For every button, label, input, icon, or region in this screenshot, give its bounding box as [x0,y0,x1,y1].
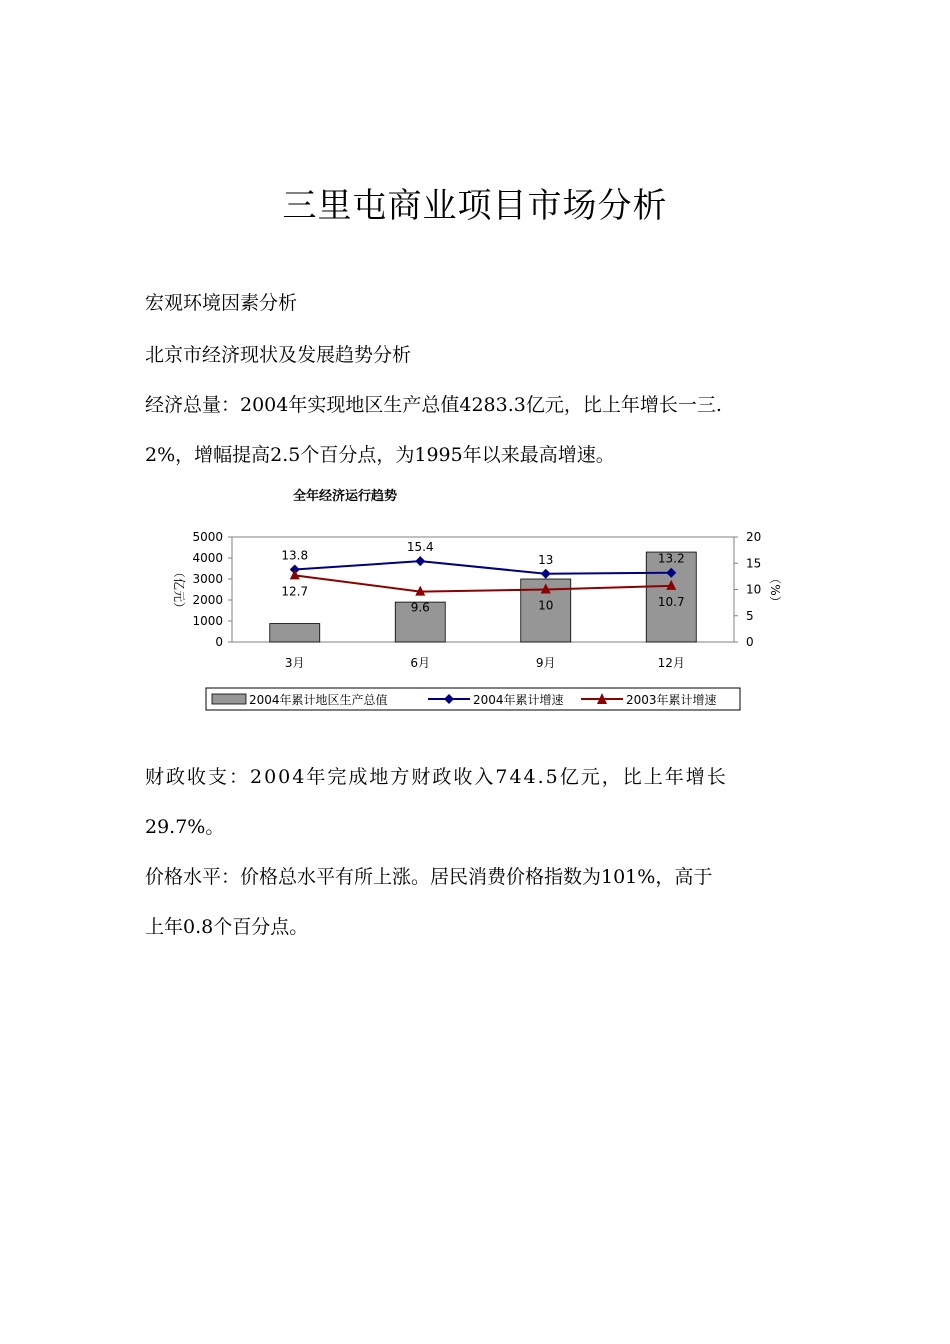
y2-axis-title: （%） [768,572,782,608]
y2-tick-label: 15 [746,556,762,571]
paragraph-fiscal-line2: 29.7%。 [145,816,225,838]
x-tick-label: 3月 [284,656,305,670]
gdp-bar [270,624,320,642]
y2-tick-label: 0 [746,635,754,649]
document-title: 三里屯商业项目市场分析 [282,186,668,226]
y2-tick-label: 5 [746,608,754,623]
y-tick-label: 4000 [192,551,223,565]
paragraph-macro-env: 宏观环境因素分析 [145,292,298,314]
legend-swatch-gdp [212,694,246,704]
growth-2003-data-label: 10 [538,598,554,613]
paragraph-price-line2: 上年0.8个百分点。 [145,916,309,938]
legend-label-2004: 2004年累计增速 [473,693,564,707]
x-tick-label: 12月 [657,656,685,670]
y-tick-label: 3000 [192,572,223,586]
growth-2003-data-label: 10.7 [657,594,685,609]
growth-2004-point [541,569,551,579]
growth-2004-data-label: 13 [538,552,554,567]
paragraph-price-line1: 价格水平：价格总水平有所上涨。居民消费价格指数为101%，高于 [145,866,713,888]
paragraph-economy-total-line1: 经济总量：2004年实现地区生产总值4283.3亿元，比上年增长一三. [145,394,722,416]
growth-2004-point [415,556,425,566]
growth-2004-data-label: 15.4 [406,540,434,555]
chart-legend [206,688,740,710]
y-tick-label: 2000 [192,593,223,607]
growth-2004-line [295,561,672,574]
economy-trend-chart [150,480,790,720]
growth-2003-data-label: 9.6 [410,600,430,615]
paragraph-economy-total-line2: 2%，增幅提高2.5个百分点，为1995年以来最高增速。 [145,444,615,466]
growth-2003-data-label: 12.7 [281,584,309,599]
growth-2004-data-label: 13.8 [281,548,309,563]
growth-2004-data-label: 13.2 [657,551,685,566]
legend-label-2003: 2003年累计增速 [626,693,717,707]
growth-2003-line [295,575,672,591]
y-tick-label: 1000 [192,614,223,628]
y-tick-label: 5000 [192,530,223,544]
x-tick-label: 6月 [410,656,431,670]
paragraph-beijing-economy: 北京市经济现状及发展趋势分析 [145,344,412,366]
y-tick-label: 0 [215,635,223,649]
y2-tick-label: 20 [746,530,762,544]
x-tick-label: 9月 [535,656,556,670]
paragraph-fiscal-line1: 财政收支：2004年完成地方财政收入744.5亿元，比上年增长 [145,766,728,788]
chart-title: 全年经济运行趋势 [292,489,398,504]
y-axis-title: （亿元） [172,565,186,615]
legend-label-gdp: 2004年累计地区生产总值 [249,693,388,707]
y2-tick-label: 10 [746,582,762,597]
